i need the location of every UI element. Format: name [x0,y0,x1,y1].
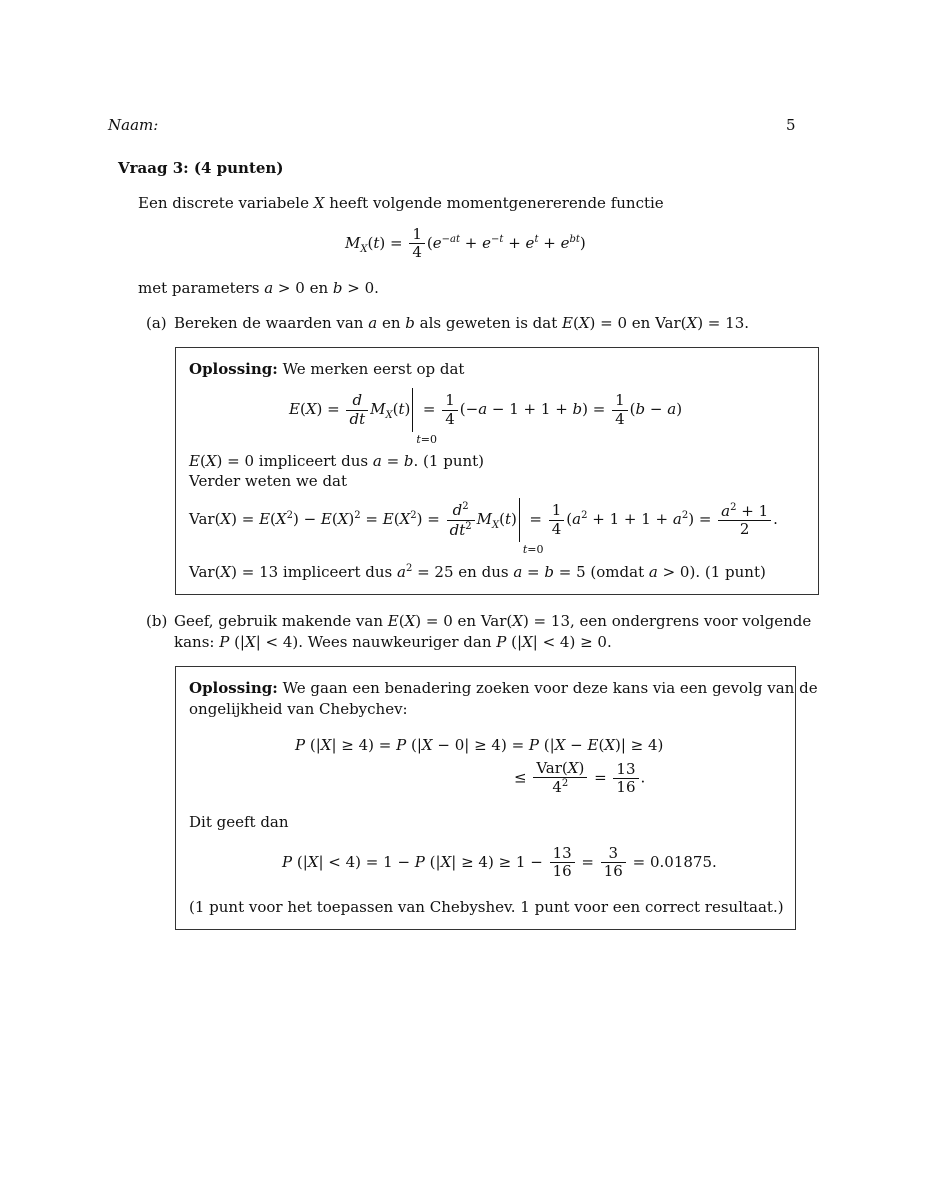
part-b-text1: Geef, gebruik makende van E(X) = 0 en Var(X) = 13, een ondergrens voor volgende [174,612,812,630]
question-title: Vraag 3: (4 punten) [118,159,284,177]
solution-a-eq1: E(X) = $\frac{d}{dt}$ $M_X(t)$ t=0 = $\frac{1}{4}$ (−a − 1 + 1 + b) = $\frac{1}{4}$ (b − a) [289,388,682,432]
part-b-label: (b) [146,612,168,630]
solution-box-b [175,666,818,930]
solution-box-a [175,347,819,595]
params-text: met parameters a > 0 en b > 0. [138,279,379,297]
question-intro: Een discrete variabele X heeft volgende momentgenererende functie [138,194,664,212]
solution-b-line1: We gaan een benadering zoeken voor deze kans via een gevolg van de [282,679,818,697]
solution-b-heading: Oplossing: [189,679,278,697]
solution-b-eq3: P (|X| < 4) = 1 − P (|X| ≥ 4) ≥ 1 − $\frac{13}{16}$ = $\frac{3}{16}$ = 0.01875. [282,844,717,881]
page-number: 5 [786,116,796,134]
solution-b-line3: Dit geeft dan [189,813,289,831]
solution-b-line2: ongelijkheid van Chebychev: [189,700,408,718]
solution-a-line4: Var(X) = 13 impliceert dus $a^2 = 25$ en dus a = b = 5 (omdat a > 0). (1 punt) [189,563,766,581]
part-b-text2: kans: P (|X| < 4). Wees nauwkeuriger dan P (|X| < 4) ≥ 0. [174,633,612,651]
solution-b-intro [189,679,818,697]
part-a-label: (a) [146,314,167,332]
part-a-text: Bereken de waarden van a en b als geweten is dat E(X) = 0 en Var(X) = 13. [174,314,749,332]
solution-a-line1: We merken eerst op dat [282,360,465,378]
solution-b-eq1: P (|X| ≥ 4) = P (|X − 0| ≥ 4) = P (|X − E(X)| ≥ 4) [295,736,664,754]
solution-b-line4: (1 punt voor het toepassen van Chebyshev. 1 punt voor een correct resultaat.) [189,898,784,916]
name-label: Naam: [108,116,159,134]
solution-a-line3: Verder weten we dat [189,472,348,490]
solution-a-line2: E(X) = 0 impliceert dus a = b. (1 punt) [189,452,485,470]
solution-a-heading: Oplossing: [189,360,278,378]
mgf-formula: $M_X(t)$ = $\frac{1}{4}$ $(e^{-at} + e^{-t} + e^t + e^{bt})$ [345,225,586,262]
solution-a-intro [189,360,464,378]
solution-a-eq2: $Var(X) = E(X^2) - E(X)^2 = E(X^2)$ = $\frac{d^2}{dt^2}$ $M_X(t)$ t=0 = $\frac{1}{4}$ $(a^2 + 1 + 1 + a^2)$ = $\frac{a^2 + 1}{2}$ . [189,498,778,542]
solution-b-eq2: ≤ $\frac{\text{Var(X)}}{4^2}$ = $\frac{13}{16}$ . [514,759,646,797]
